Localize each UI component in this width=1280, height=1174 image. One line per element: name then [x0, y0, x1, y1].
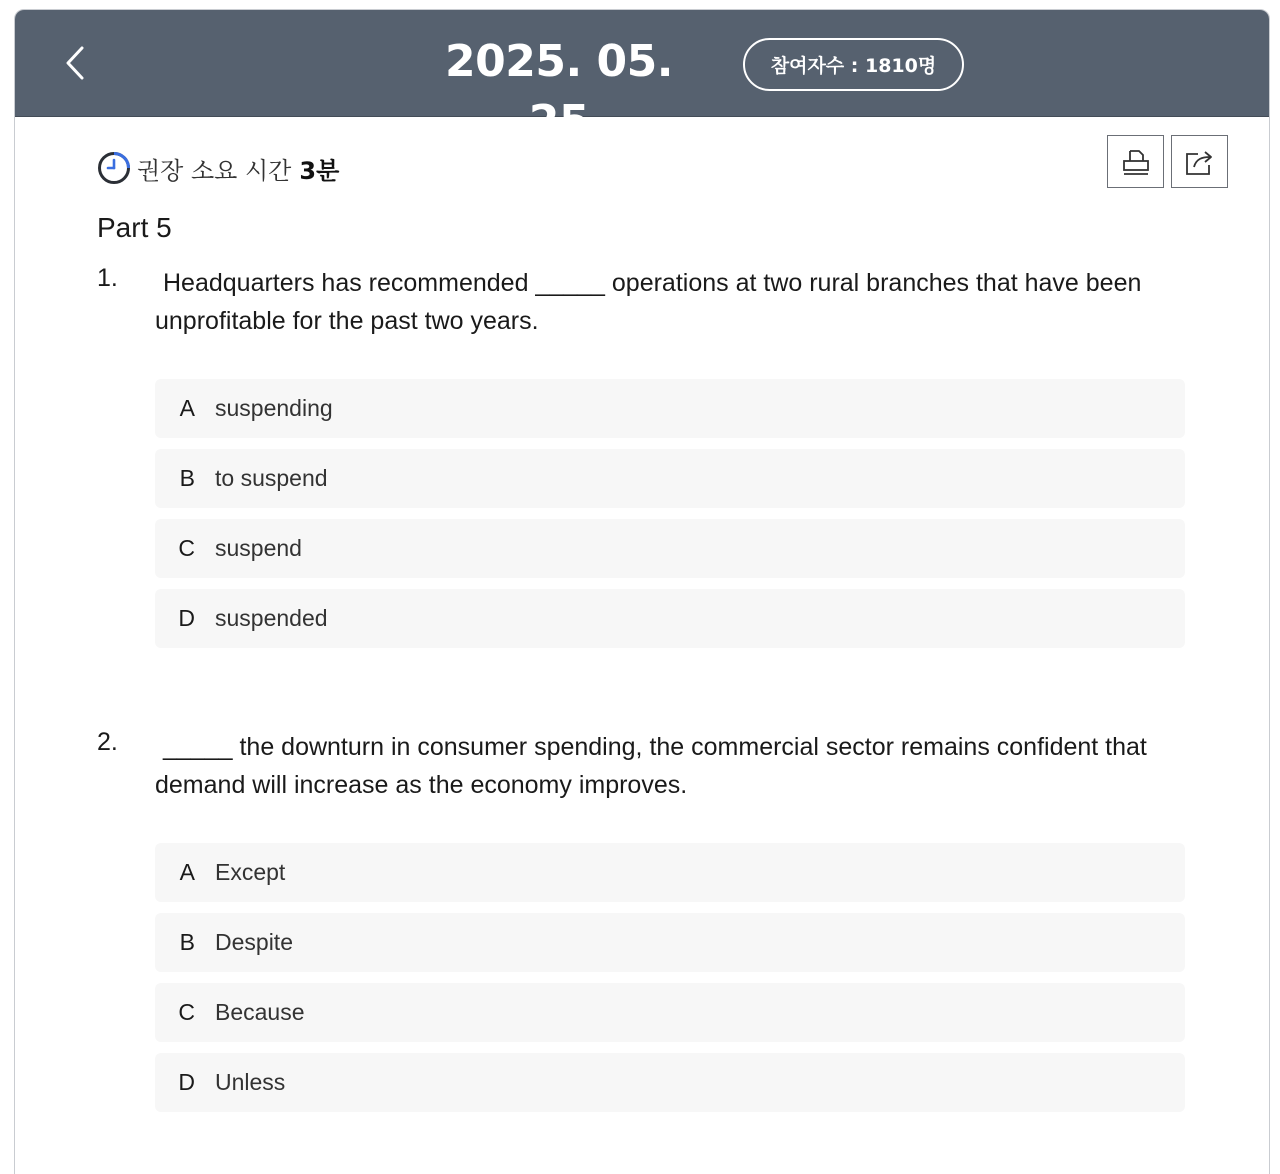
- chevron-left-icon: [65, 45, 85, 81]
- print-icon: [1121, 147, 1151, 177]
- option-letter: D: [178, 605, 195, 631]
- option-text: suspend: [215, 535, 302, 561]
- option-text: suspending: [215, 395, 333, 421]
- question-text: Headquarters has recommended _____ operations at two rural branches that have been unprofitable for the past two years.: [155, 269, 1142, 335]
- print-button[interactable]: [1107, 135, 1164, 188]
- option-a[interactable]: [155, 379, 1185, 438]
- clock-icon: [97, 151, 131, 185]
- option-c[interactable]: [155, 519, 1185, 578]
- option-letter: D: [178, 1069, 195, 1095]
- back-button[interactable]: [57, 40, 93, 86]
- option-text: Unless: [215, 1069, 286, 1095]
- option-text: Despite: [215, 929, 293, 955]
- option-letter: B: [179, 465, 195, 491]
- option-letter: B: [179, 929, 195, 955]
- option-b[interactable]: [155, 449, 1185, 508]
- exam-date-title: 2025. 05. 25: [445, 36, 673, 147]
- part-title: Part 5: [97, 212, 172, 243]
- time-label: 권장 소요 시간: [137, 156, 292, 185]
- question-number: 2.: [97, 728, 118, 756]
- option-d[interactable]: [155, 589, 1185, 648]
- option-list: [155, 379, 1185, 659]
- option-text: to suspend: [215, 465, 328, 491]
- option-text: suspended: [215, 605, 328, 631]
- option-list: [155, 843, 1185, 1123]
- option-text: Except: [215, 859, 286, 885]
- option-b[interactable]: [155, 913, 1185, 972]
- participants-badge: 참여자수 : 1810명: [743, 38, 964, 91]
- share-icon: [1184, 147, 1216, 177]
- header-bar: [15, 10, 1269, 147]
- recommended-time: [97, 150, 339, 186]
- quiz-window: [14, 9, 1270, 1174]
- option-letter: A: [179, 859, 195, 885]
- share-button[interactable]: [1171, 135, 1228, 188]
- option-letter: A: [179, 395, 195, 421]
- option-d[interactable]: [155, 1053, 1185, 1112]
- option-a[interactable]: [155, 843, 1185, 902]
- option-letter: C: [178, 999, 195, 1025]
- option-c[interactable]: [155, 983, 1185, 1042]
- option-letter: C: [178, 535, 195, 561]
- time-value: 3분: [299, 156, 340, 185]
- option-text: Because: [215, 999, 305, 1025]
- question-number: 1.: [97, 264, 118, 292]
- question-text: _____ the downturn in consumer spending, the commercial sector remains confident that demand will increase as the economy improves.: [155, 733, 1147, 799]
